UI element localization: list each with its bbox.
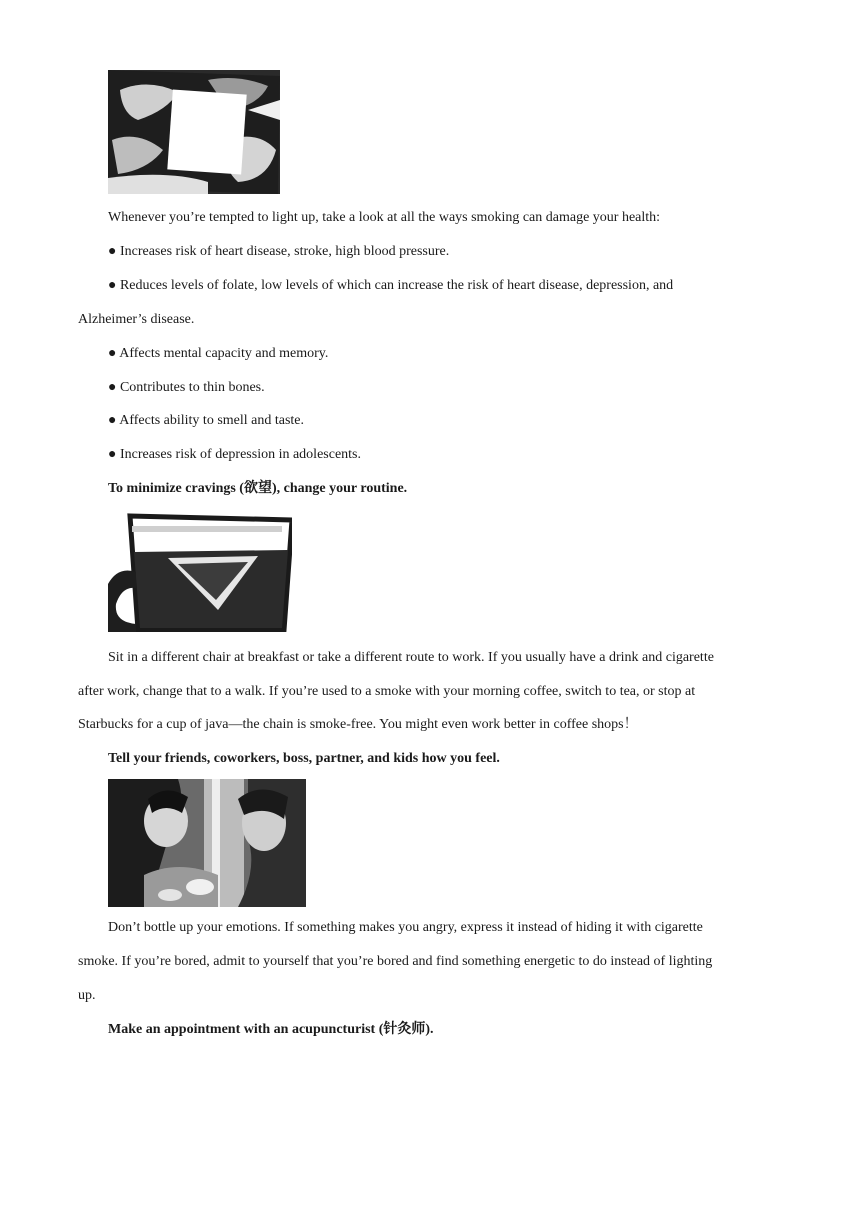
people-talking-photo: [108, 779, 306, 907]
paragraph-line: smoke. If you’re bored, admit to yourself that you’re bored and find something energetic to do instead of lighting: [78, 954, 713, 969]
bullet-text: Affects ability to smell and taste.: [119, 413, 305, 428]
bullet-item: [108, 414, 304, 428]
bullet-marker: ●: [108, 346, 117, 361]
bullet-item: [108, 245, 449, 259]
cigarette-hand-photo: [108, 70, 280, 194]
paragraph-line: up.: [78, 988, 96, 1003]
bullet-item: [108, 347, 328, 361]
bullet-continuation: Alzheimer’s disease.: [78, 312, 195, 327]
bullet-text: Increases risk of depression in adolescents.: [119, 447, 362, 462]
paragraph-line: Don’t bottle up your emotions. If something makes you angry, express it instead of hiding it with cigarette: [108, 920, 703, 935]
bullet-text: Affects mental capacity and memory.: [119, 346, 329, 361]
bullet-text: Increases risk of heart disease, stroke, high blood pressure.: [119, 244, 450, 259]
bullet-item: [108, 279, 673, 293]
bullet-text: Reduces levels of folate, low levels of which can increase the risk of heart disease, depression, and: [119, 278, 674, 293]
section-heading: Make an appointment with an acupuncturist (针灸师).: [108, 1022, 434, 1037]
bullet-marker: ●: [108, 447, 117, 462]
bullet-marker: ●: [108, 413, 117, 428]
bullet-item: [108, 381, 265, 395]
bullet-item: [108, 448, 361, 462]
bullet-marker: ●: [108, 278, 117, 293]
section-heading: Tell your friends, coworkers, boss, partner, and kids how you feel.: [108, 751, 500, 766]
glass-drink-photo: [108, 512, 292, 632]
intro-text: Whenever you’re tempted to light up, take a look at all the ways smoking can damage your health:: [108, 210, 661, 225]
paragraph-line: after work, change that to a walk. If you’re used to a smoke with your morning coffee, switch to tea, or stop at: [78, 684, 696, 699]
bullet-marker: ●: [108, 244, 117, 259]
paragraph-line: Sit in a different chair at breakfast or take a different route to work. If you usually have a drink and cigarette: [108, 650, 714, 665]
paragraph-line: Starbucks for a cup of java—the chain is smoke-free. You might even work better in coffee shops！: [78, 717, 638, 732]
bullet-marker: ●: [108, 380, 117, 395]
section-heading: To minimize cravings (欲望), change your routine.: [108, 481, 408, 496]
bullet-text: Contributes to thin bones.: [119, 380, 265, 395]
